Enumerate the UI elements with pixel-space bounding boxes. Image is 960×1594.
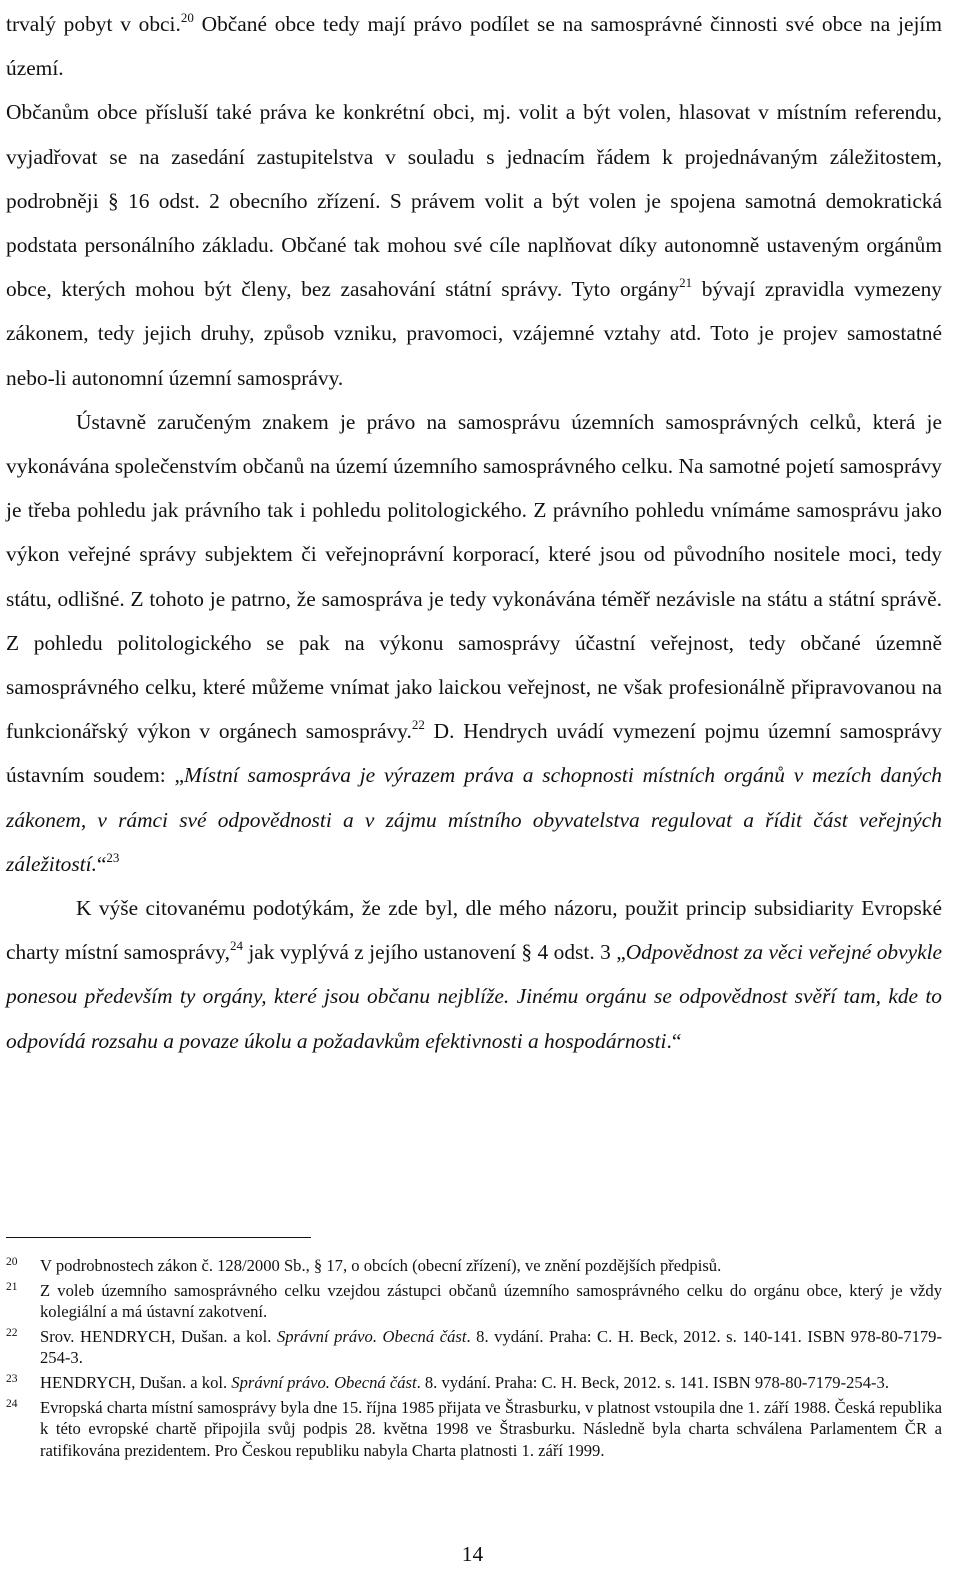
text-run: . 8. vydání. Praha: C. H. Beck, 2012. s. 140-141. ISBN 978-80-7179-254-3. [40,1326,942,1368]
italic-quote: Správní právo. Obecná část [231,1372,417,1392]
paragraph [6,886,942,1063]
footnote [6,1326,942,1369]
text-run: jak vyplývá z jejího ustanovení § 4 odst. 3 „ [242,940,626,965]
text-run: Občanům obce přísluší také práva ke konkrétní obci, mj. volit a být volen, hlasovat v místním referendu, vyjadřovat se na zasedání zastupitelstva v souladu s jednacím řádem k projednávaným záležitostem, podrobněji § 16 odst. 2 obecního zřízení. S právem volit a být volen je spojena samotná demokratická podstata personálního základu. Občané tak mohou své cíle naplňovat díky autonomně ustaveným orgánům obce, kterých mohou být členy, bez zasahování státní správy. Tyto orgány [6,100,942,302]
footnote-reference: 24 [229,938,243,954]
text-run: bývají zpravidla vymezeny zákonem, tedy jejich druhy, způsob vzniku, pravomoci, vzájemné vztahy atd. Toto je projev samostatné nebo-li autonomní územní samosprávy. [6,277,942,390]
text-run: “ [96,851,107,876]
text-run: V podrobnostech zákon č. 128/2000 Sb., § 17, o obcích (obecní zřízení), ve znění pozdějších předpisů. [40,1256,722,1275]
paragraph [6,400,942,886]
page-number: 14 [461,1542,484,1566]
footnotes [6,1255,942,1464]
text-run: .“ [666,1028,682,1053]
italic-quote: Místní samospráva je výrazem práva a schopnosti místních orgánů v mezích daných zákonem, v rámci své odpovědnosti a v zájmu místního obyvatelstva regulovat a řídit část veřejných záležitostí. [6,763,943,876]
italic-quote: Správní právo. Obecná část [276,1326,467,1346]
footnote-number: 21 [6,1280,18,1293]
footnote-reference: 22 [411,717,425,733]
footnote-reference: 20 [180,10,194,25]
footnote [6,1372,942,1394]
text-run: K výše citovanému podotýkám, že zde byl, dle mého názoru, použit princip subsidiarity Evropské charty místní samosprávy, [6,896,942,965]
text-run: HENDRYCH, Dušan. a kol. [40,1372,232,1392]
text-run: Občané obce tedy mají právo podílet se na samosprávné činnosti své obce na jejím území. [6,12,942,81]
text-run: Evropská charta místní samosprávy byla dne 15. října 1985 přijata ve Štrasburku, v platnost vstoupila dne 1. září 1988. Česká republika k této evropské chartě připojila svůj podpis 28. května 1998 ve Štrasburku. Následně byla charta schválena Parlamentem ČR a ratifikována prezidentem. Pro Českou republiku nabyla Charta platnosti 1. září 1999. [40,1397,942,1460]
text-run: Ústavně zaručeným znakem je právo na samosprávu územních samosprávných celků, která je vykonávána společenstvím občanů na území územního samosprávného celku. Na samotné pojetí samosprávy je třeba pohledu jak právního tak i pohledu politologického. Z právního pohledu vnímáme samosprávu jako výkon veřejné správy subjektem či veřejnoprávní korporací, které jsou od původního nositele moci, tedy státu, odlišné. Z tohoto je patrno, že samospráva je tedy vykonávána téměř nezávisle na státu a státní správě. Z pohledu politologického se pak na výkonu samosprávy účastní veřejnost, tedy občané územně samosprávného celku, které můžeme vnímat jako laickou veřejnost, ne však profesionálně připravovanou na funkcionářský výkon v orgánech samosprávy. [6,409,942,744]
footnote-reference: 23 [106,849,120,865]
body-text [6,2,942,1063]
text-run: Z voleb územního samosprávného celku vzejdou zástupci občanů územního samosprávného celku do orgánu obce, který je vždy kolegiální a má ústavní zakotvení. [40,1280,942,1322]
text-run: trvalý pobyt v obci. [6,12,181,36]
italic-quote: Odpovědnost za věci veřejné obvykle ponesou především ty orgány, které jsou občanu nejblíže. Jinému orgánu se odpovědnost svěří tam, kde to odpovídá rozsahu a povaze úkolu a požadavkům efektivnosti a hospodárnosti [6,940,943,1053]
paragraph [6,2,942,90]
text-run: Srov. HENDRYCH, Dušan. a kol. [40,1326,277,1346]
footnote-number: 20 [6,1256,18,1268]
footnote [6,1255,942,1277]
footnote [6,1280,942,1323]
footnote [6,1397,942,1462]
footnote-separator [6,1237,311,1238]
text-run: . 8. vydání. Praha: C. H. Beck, 2012. s. 141. ISBN 978-80-7179-254-3. [416,1372,889,1392]
footnote-reference: 21 [679,275,693,291]
text-run: D. Hendrych uvádí vymezení pojmu územní samosprávy ústavním soudem: „ [6,719,942,788]
footnote-number: 23 [6,1372,18,1385]
footnote-number: 22 [6,1326,18,1339]
paragraph [6,90,942,399]
footnote-number: 24 [6,1397,18,1410]
